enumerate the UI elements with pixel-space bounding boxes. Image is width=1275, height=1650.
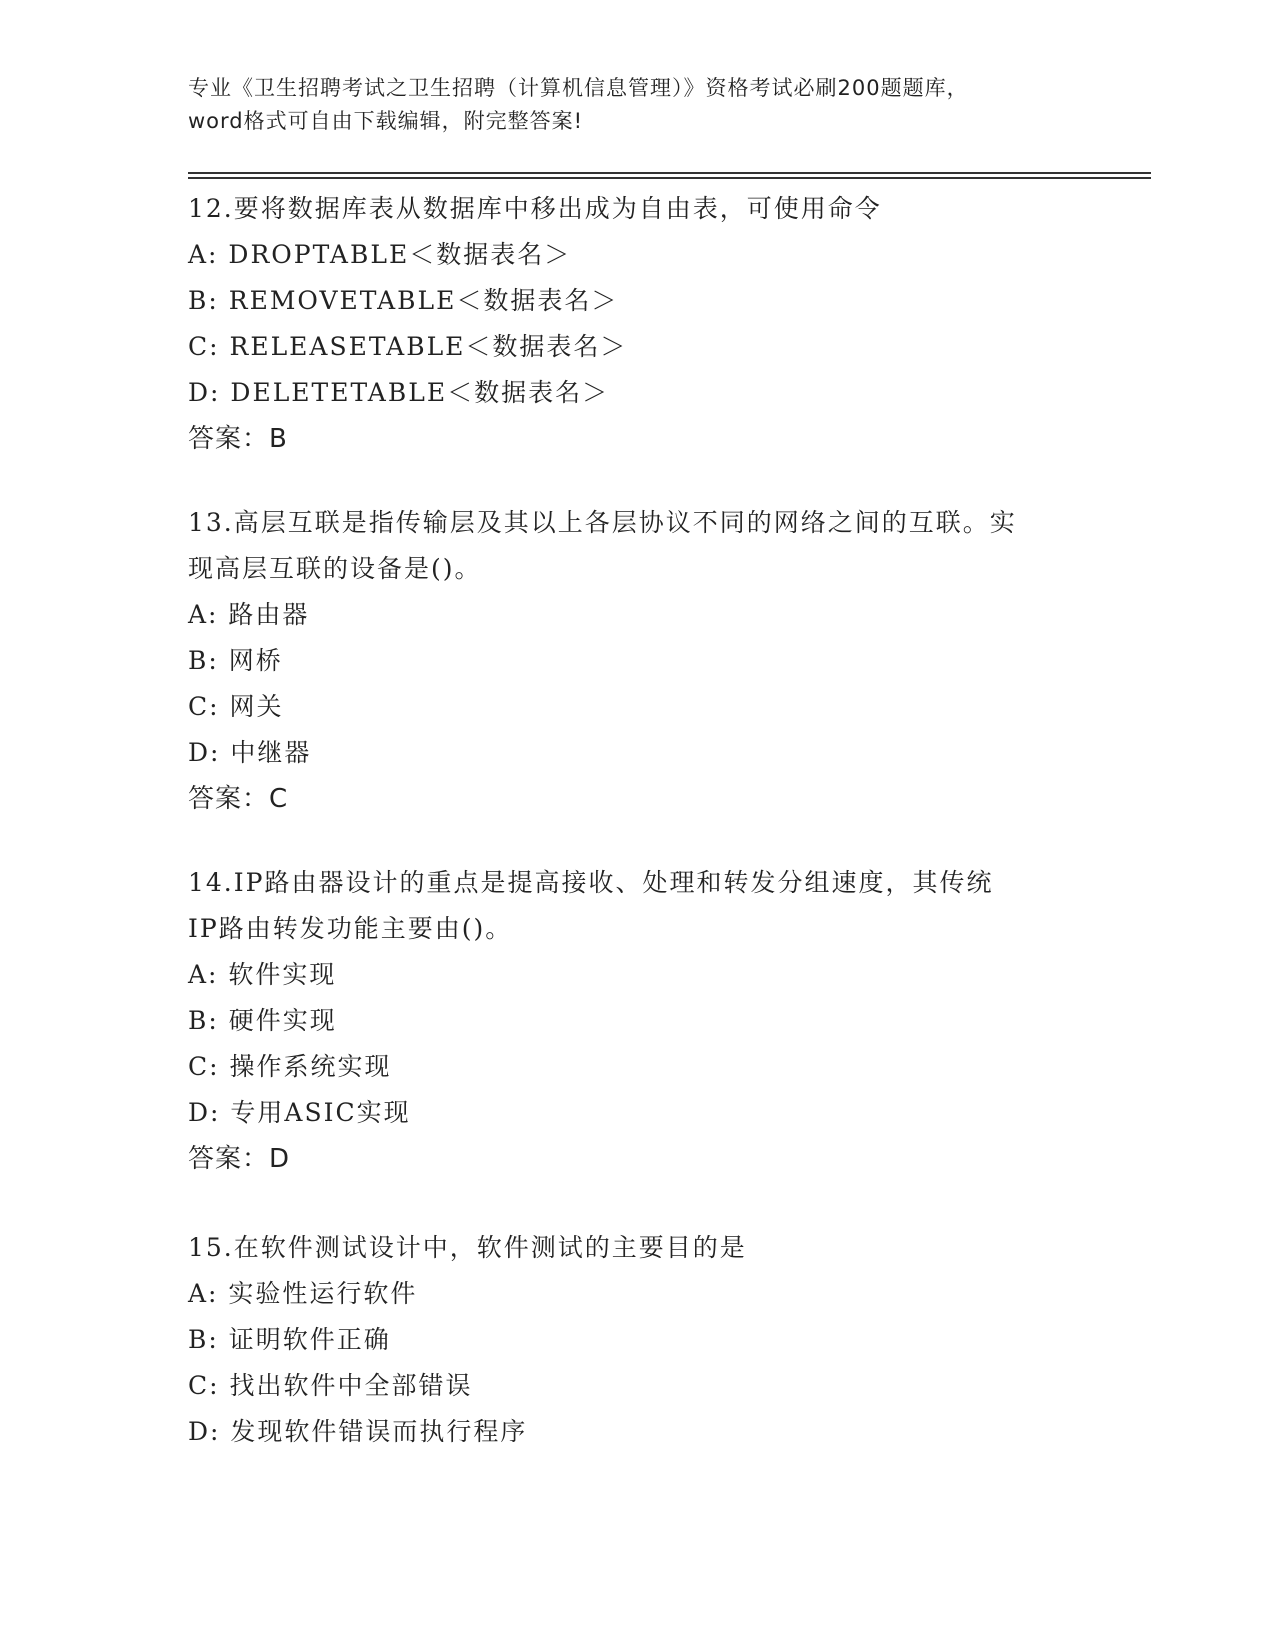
option-a: A: 路由器 — [188, 600, 310, 629]
option-a: A: 软件实现 — [188, 960, 337, 989]
question-block — [188, 186, 1088, 462]
option-d: D: 中继器 — [188, 738, 312, 767]
option-b: B: 硬件实现 — [188, 1006, 337, 1035]
header-divider-top — [188, 172, 1151, 174]
question-stem: 12.要将数据库表从数据库中移出成为自由表，可使用命令 — [188, 194, 882, 223]
question-stem: 15.在软件测试设计中，软件测试的主要目的是 — [188, 1233, 747, 1262]
question-stem-continued: 现高层互联的设备是()。 — [188, 554, 482, 583]
option-d: D: 发现软件错误而执行程序 — [188, 1417, 528, 1446]
option-d: D: 专用ASIC实现 — [188, 1098, 411, 1127]
answer-line: 答案：C — [188, 784, 289, 814]
question-block — [188, 500, 1088, 822]
option-c: C: 找出软件中全部错误 — [188, 1371, 473, 1400]
document-header — [188, 72, 1088, 138]
question-stem-continued: IP路由转发功能主要由()。 — [188, 914, 513, 943]
option-c: C: RELEASETABLE＜数据表名＞ — [188, 332, 628, 361]
answer-line: 答案：B — [188, 424, 288, 454]
option-a: A: 实验性运行软件 — [188, 1279, 418, 1308]
option-a: A: DROPTABLE＜数据表名＞ — [188, 240, 572, 269]
option-b: B: 证明软件正确 — [188, 1325, 391, 1354]
answer-line: 答案：D — [188, 1144, 291, 1174]
option-c: C: 网关 — [188, 692, 284, 721]
question-block — [188, 1225, 1088, 1455]
question-block — [188, 860, 1088, 1182]
header-line-1: 专业《卫生招聘考试之卫生招聘（计算机信息管理）》资格考试必刷200题题库， — [188, 76, 969, 100]
header-divider-bottom — [188, 177, 1151, 179]
option-b: B: 网桥 — [188, 646, 283, 675]
option-c: C: 操作系统实现 — [188, 1052, 392, 1081]
option-b: B: REMOVETABLE＜数据表名＞ — [188, 286, 619, 315]
question-stem: 14.IP路由器设计的重点是提高接收、处理和转发分组速度，其传统 — [188, 868, 994, 897]
question-stem: 13.高层互联是指传输层及其以上各层协议不同的网络之间的互联。实 — [188, 508, 1017, 537]
option-d: D: DELETETABLE＜数据表名＞ — [188, 378, 610, 407]
header-line-2: word格式可自由下载编辑，附完整答案! — [188, 109, 584, 133]
